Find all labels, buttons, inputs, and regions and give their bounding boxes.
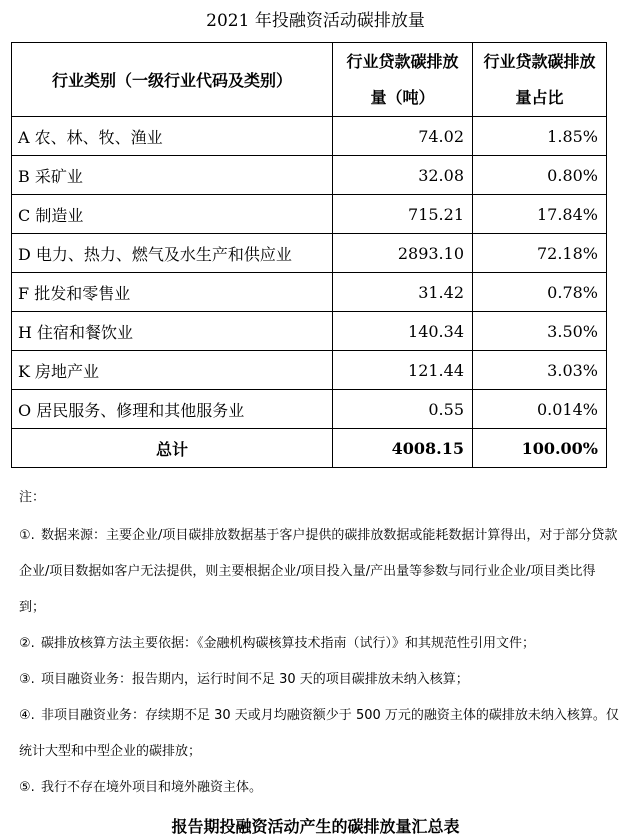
table-row	[12, 351, 607, 390]
header-category: 行业类别（一级行业代码及类别）	[12, 43, 333, 117]
note-item	[19, 662, 619, 698]
row-share: 0.80%	[473, 156, 607, 195]
table-row	[12, 312, 607, 351]
table-title: 2021 年投融资活动碳排放量	[206, 11, 425, 31]
emissions-table	[11, 42, 607, 468]
row-emissions: 140.34	[333, 312, 473, 351]
next-section-title-fragment: 报告期投融资活动产生的碳排放量汇总表	[171, 817, 460, 836]
total-emissions: 4008.15	[333, 429, 473, 468]
total-label: 总计	[12, 429, 333, 468]
row-share: 1.85%	[473, 117, 607, 156]
row-share: 17.84%	[473, 195, 607, 234]
row-share: 3.03%	[473, 351, 607, 390]
note-item	[19, 626, 619, 662]
row-share: 72.18%	[473, 234, 607, 273]
note-text: 非项目融资业务：存续期不足 30 天或月均融资额少于 500 万元的融资主体的碳排放未纳入核算。仅统计大型和中型企业的碳排放；	[19, 708, 619, 759]
row-category: O 居民服务、修理和其他服务业	[12, 390, 333, 429]
row-category: D 电力、热力、燃气及水生产和供应业	[12, 234, 333, 273]
row-emissions: 32.08	[333, 156, 473, 195]
total-share: 100.00%	[473, 429, 607, 468]
note-text: 项目融资业务：报告期内，运行时间不足 30 天的项目碳排放未纳入核算；	[41, 672, 469, 687]
row-category: H 住宿和餐饮业	[12, 312, 333, 351]
table-row	[12, 156, 607, 195]
row-emissions: 2893.10	[333, 234, 473, 273]
note-number: ②.	[19, 636, 35, 651]
row-category: A 农、林、牧、渔业	[12, 117, 333, 156]
row-category: C 制造业	[12, 195, 333, 234]
table-row	[12, 273, 607, 312]
note-item	[19, 770, 619, 806]
row-emissions: 74.02	[333, 117, 473, 156]
note-text: 我行不存在境外项目和境外融资主体。	[41, 780, 263, 795]
notes-section	[19, 486, 619, 806]
row-category: B 采矿业	[12, 156, 333, 195]
row-share: 0.014%	[473, 390, 607, 429]
note-number: ④.	[19, 708, 35, 723]
note-text: 碳排放核算方法主要依据：《金融机构碳核算技术指南（试行）》和其规范性引用文件；	[41, 636, 536, 651]
note-number: ⑤.	[19, 780, 35, 795]
note-text: 数据来源：主要企业/项目碳排放数据基于客户提供的碳排放数据或能耗数据计算得出，对于部分贷款企业/项目数据如客户无法提供，则主要根据企业/项目投入量/产出量等参数与同行业企业/项目类比得到；	[19, 528, 618, 615]
table-row	[12, 117, 607, 156]
table-row	[12, 390, 607, 429]
row-emissions: 0.55	[333, 390, 473, 429]
table-header-row	[12, 43, 607, 117]
row-emissions: 715.21	[333, 195, 473, 234]
note-item	[19, 698, 619, 770]
table-row	[12, 195, 607, 234]
note-item	[19, 518, 619, 626]
notes-header: 注：	[19, 490, 46, 505]
table-row	[12, 234, 607, 273]
row-emissions: 121.44	[333, 351, 473, 390]
header-share: 行业贷款碳排放量占比	[473, 43, 607, 117]
row-category: K 房地产业	[12, 351, 333, 390]
note-number: ③.	[19, 672, 35, 687]
header-emissions: 行业贷款碳排放量（吨）	[333, 43, 473, 117]
note-number: ①.	[19, 528, 35, 543]
row-emissions: 31.42	[333, 273, 473, 312]
row-share: 3.50%	[473, 312, 607, 351]
row-category: F 批发和零售业	[12, 273, 333, 312]
table-total-row	[12, 429, 607, 468]
row-share: 0.78%	[473, 273, 607, 312]
